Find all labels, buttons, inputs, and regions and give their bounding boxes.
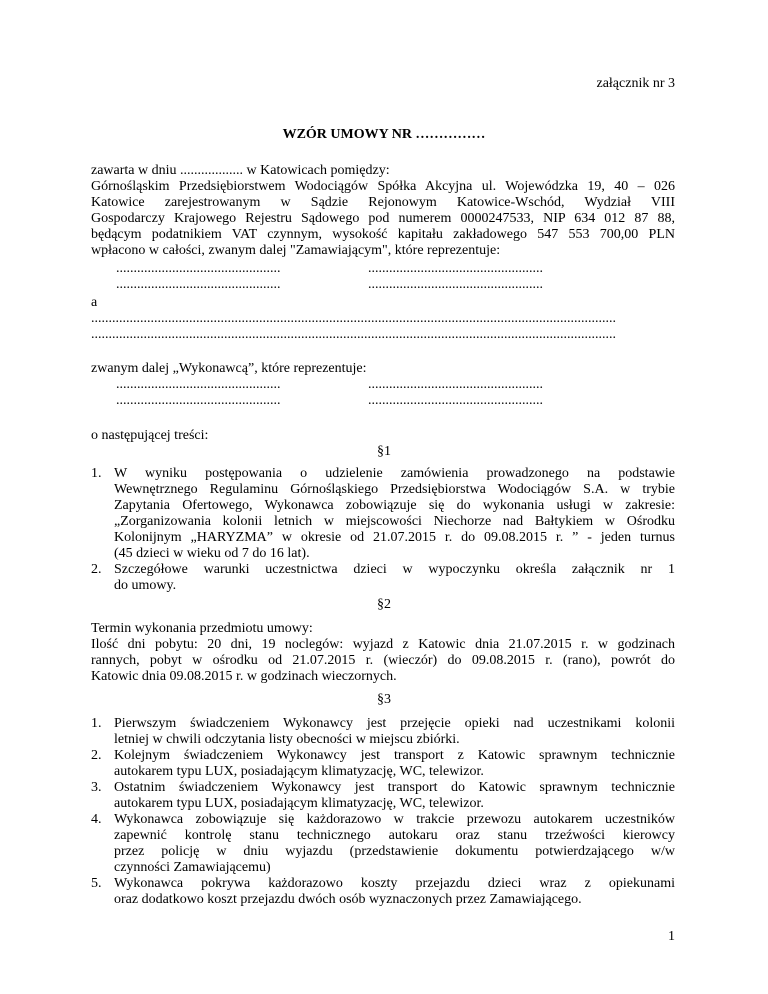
list-item-line: Wykonawca zobowiązuje się każdorazowo w trakcie przewozu autokarem uczestników bbox=[114, 812, 675, 827]
list-number: 1. bbox=[91, 466, 102, 481]
signature-line: .................................................. bbox=[368, 377, 543, 392]
intro-line-3: Katowice zarejestrowanym w Sądzie Rejonowym Katowice-Wschód, Wydział VIII bbox=[91, 195, 675, 210]
intro-line-6: wpłacono w całości, zwanym dalej "Zamawiającym", które reprezentuje: bbox=[91, 243, 501, 258]
dots-line: ...................................................................................................................................................... bbox=[91, 327, 616, 342]
list-item-line: do umowy. bbox=[114, 578, 177, 593]
list-item-line: Szczegółowe warunki uczestnictwa dzieci w wypoczynku określa załącznik nr 1 bbox=[114, 562, 675, 577]
content-intro: o następującej treści: bbox=[91, 428, 209, 443]
intro-line-2: Górnośląskim Przedsiębiorstwem Wodociągów Spółka Akcyjna ul. Wojewódzka 19, 40 – 026 bbox=[91, 179, 675, 194]
list-number: 2. bbox=[91, 562, 102, 577]
list-item-line: autokarem typu LUX, posiadającym klimatyzację, WC, telewizor. bbox=[114, 796, 484, 811]
section-2-line: Termin wykonania przedmiotu umowy: bbox=[91, 621, 313, 636]
list-item-line: Wykonawca pokrywa każdorazowo koszty przejazdu dzieci wraz z opiekunami bbox=[114, 876, 675, 891]
signature-line: ............................................... bbox=[116, 261, 281, 276]
list-number: 4. bbox=[91, 812, 102, 827]
list-item-line: oraz dodatkowo koszt przejazdu dwóch osób wyznaczonych przez Zamawiającego. bbox=[114, 892, 582, 907]
page-number: 1 bbox=[668, 929, 675, 944]
list-number: 3. bbox=[91, 780, 102, 795]
list-item-line: (45 dzieci w wieku od 7 do 16 lat). bbox=[114, 546, 310, 561]
list-item-line: „Zorganizowania kolonii letnich w miejscowości Niechorze nad Bałtykiem w Ośrodku bbox=[114, 514, 675, 529]
list-item-line: Zapytania Ofertowego, Wykonawca zobowiązuje się do wykonania usługi w zakresie: bbox=[114, 498, 675, 513]
list-item-line: Kolonijnym „HARYZMA” w okresie od 21.07.2015 r. do 09.08.2015 r. ” - jeden turnus bbox=[114, 530, 675, 545]
section-3-title: §3 bbox=[377, 692, 391, 707]
signature-line: .................................................. bbox=[368, 277, 543, 292]
signature-line: ............................................... bbox=[116, 377, 281, 392]
list-number: 5. bbox=[91, 876, 102, 891]
list-item-line: przez policję w dniu wyjazdu (przedstawienie dokumentu potwierdzającego w/w bbox=[114, 844, 675, 859]
contractor-line: zwanym dalej „Wykonawcą”, które reprezentuje: bbox=[91, 361, 367, 376]
list-item-line: Pierwszym świadczeniem Wykonawcy jest przejęcie opieki nad uczestnikami kolonii bbox=[114, 716, 675, 731]
list-item-line: czynności Zamawiającemu) bbox=[114, 860, 271, 875]
attachment-label: załącznik nr 3 bbox=[596, 76, 675, 91]
intro-line-4: Gospodarczy Krajowego Rejestru Sądowego pod numerem 0000247533, NIP 634 012 87 88, bbox=[91, 211, 675, 226]
list-item-line: zapewnić kontrolę stanu technicznego autokaru oraz stanu trzeźwości kierowcy bbox=[114, 828, 675, 843]
signature-line: ............................................... bbox=[116, 277, 281, 292]
list-item-line: letniej w chwili odczytania listy obecności w miejscu zbiórki. bbox=[114, 732, 460, 747]
section-2-title: §2 bbox=[377, 597, 391, 612]
list-item-line: Ostatnim świadczeniem Wykonawcy jest transport do Katowic sprawnym technicznie bbox=[114, 780, 675, 795]
document-title: WZÓR UMOWY NR …………… bbox=[282, 127, 486, 142]
intro-line-1: zawarta w dniu .................. w Katowicach pomiędzy: bbox=[91, 163, 390, 178]
section-2-line: rannych, pobyt w ośrodku od 21.07.2015 r. (wieczór) do 09.08.2015 r. (rano), powrót do bbox=[91, 653, 675, 668]
list-item-line: Kolejnym świadczeniem Wykonawcy jest transport z Katowic sprawnym technicznie bbox=[114, 748, 675, 763]
signature-line: ............................................... bbox=[116, 393, 281, 408]
list-number: 2. bbox=[91, 748, 102, 763]
list-item-line: Wewnętrznego Regulaminu Górnośląskiego Przedsiębiorstwa Wodociągów S.A. w trybie bbox=[114, 482, 675, 497]
section-2-line: Katowic dnia 09.08.2015 r. w godzinach wieczornych. bbox=[91, 669, 397, 684]
list-number: 1. bbox=[91, 716, 102, 731]
section-2-line: Ilość dni pobytu: 20 dni, 19 noclegów: wyjazd z Katowic dnia 21.07.2015 r. w godzinach bbox=[91, 637, 675, 652]
list-item-line: W wyniku postępowania o udzielenie zamówienia prowadzonego na podstawie bbox=[114, 466, 675, 481]
dots-line: ...................................................................................................................................................... bbox=[91, 311, 616, 326]
section-1-title: §1 bbox=[377, 444, 391, 459]
intro-line-5: będącym podatnikiem VAT czynnym, wysokość kapitału zakładowego 547 553 700,00 PLN bbox=[91, 227, 675, 242]
list-item-line: autokarem typu LUX, posiadającym klimatyzację, WC, telewizor. bbox=[114, 764, 484, 779]
and-label: a bbox=[91, 295, 98, 310]
signature-line: .................................................. bbox=[368, 261, 543, 276]
signature-line: .................................................. bbox=[368, 393, 543, 408]
